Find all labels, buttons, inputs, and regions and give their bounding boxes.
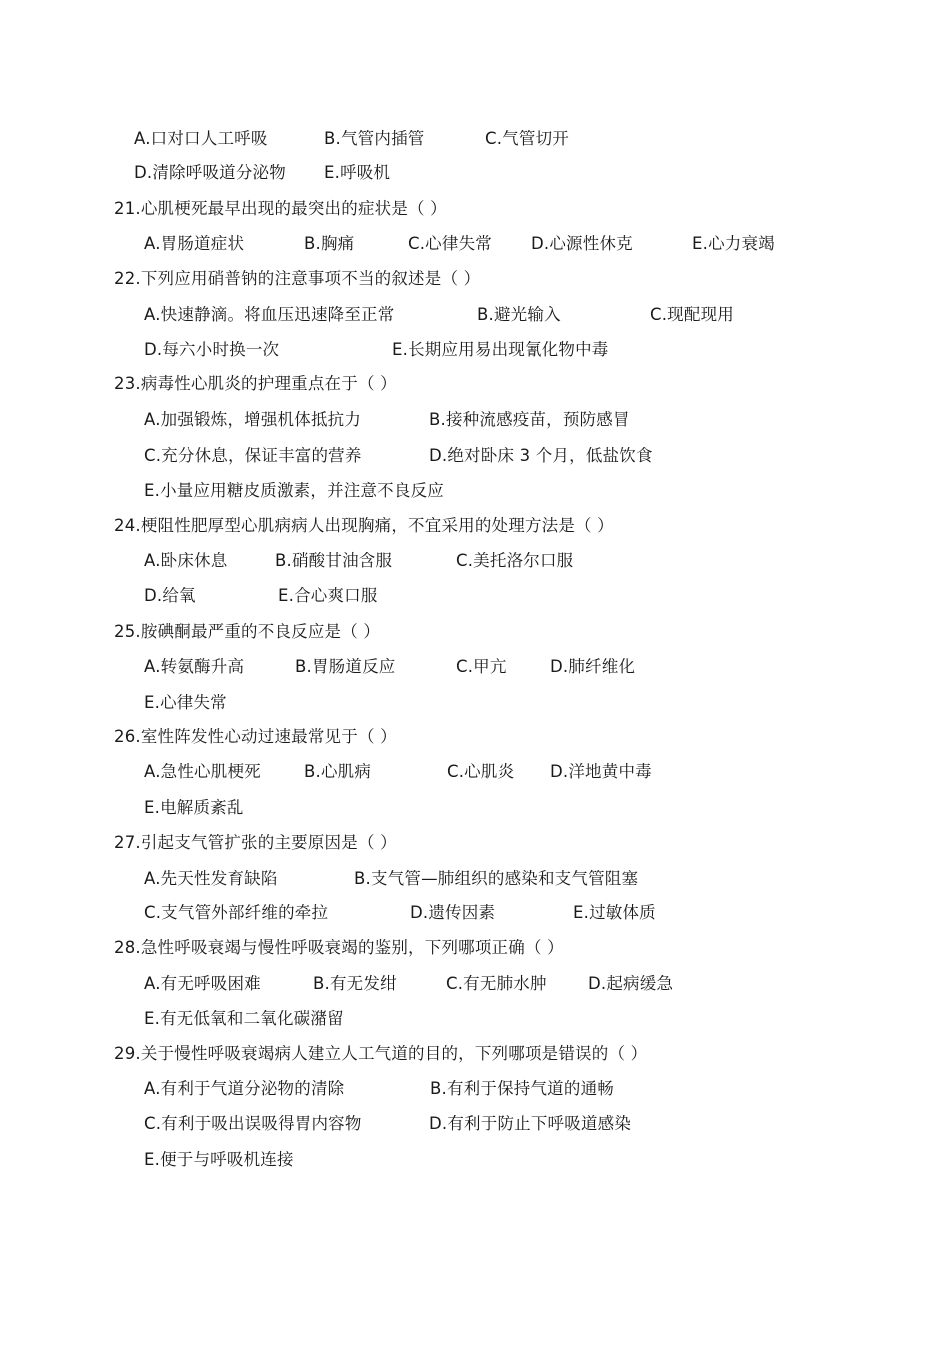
option: D.洋地黄中毒	[550, 762, 652, 781]
option: B.避光输入	[477, 305, 561, 324]
option: E.小量应用糖皮质激素，并注意不良反应	[144, 481, 444, 500]
option-row	[0, 1113, 950, 1135]
option: C.充分休息，保证丰富的营养	[144, 446, 362, 465]
option: D.遗传因素	[410, 903, 496, 922]
option: E.过敏体质	[573, 903, 656, 922]
option-row	[0, 162, 950, 184]
option: D.有利于防止下呼吸道感染	[429, 1114, 632, 1133]
question-stem: 28.急性呼吸衰竭与慢性呼吸衰竭的鉴别，下列哪项正确（ ）	[114, 938, 564, 957]
option-row	[0, 1008, 950, 1030]
option: B.心肌病	[304, 762, 372, 781]
option-row	[0, 973, 950, 995]
option-row	[0, 480, 950, 502]
option-row	[0, 409, 950, 431]
option: E.心律失常	[144, 693, 227, 712]
option-row	[0, 550, 950, 572]
option: C.有利于吸出误吸得胃内容物	[144, 1114, 362, 1133]
option: B.胸痛	[304, 234, 355, 253]
question-stem: 29.关于慢性呼吸衰竭病人建立人工气道的目的，下列哪项是错误的（ ）	[114, 1044, 648, 1063]
option-row	[0, 445, 950, 467]
option: A.转氨酶升高	[144, 657, 245, 676]
option: E.电解质紊乱	[144, 798, 244, 817]
option: A.有利于气道分泌物的清除	[144, 1079, 345, 1098]
question-stem: 21.心肌梗死最早出现的最突出的症状是（ ）	[114, 199, 447, 218]
question-stem: 23.病毒性心肌炎的护理重点在于（ ）	[114, 374, 397, 393]
option: E.有无低氧和二氧化碳潴留	[144, 1009, 344, 1028]
option: B.胃肠道反应	[295, 657, 396, 676]
option-row	[0, 304, 950, 326]
option: C.美托洛尔口服	[456, 551, 574, 570]
option: E.心力衰竭	[692, 234, 775, 253]
option-row	[0, 1078, 950, 1100]
option: D.肺纤维化	[550, 657, 636, 676]
option: C.心律失常	[408, 234, 492, 253]
question-stem: 25.胺碘酮最严重的不良反应是（ ）	[114, 622, 381, 641]
option: D.绝对卧床 3 个月，低盐饮食	[429, 446, 653, 465]
option: A.加强锻炼，增强机体抵抗力	[144, 410, 362, 429]
option: B.支气管—肺组织的感染和支气管阻塞	[354, 869, 639, 888]
option: C.支气管外部纤维的牵拉	[144, 903, 329, 922]
question-stem: 26.室性阵发性心动过速最常见于（ ）	[114, 727, 397, 746]
option-row	[0, 585, 950, 607]
option: A.有无呼吸困难	[144, 974, 261, 993]
option: E.长期应用易出现氰化物中毒	[392, 340, 609, 359]
option: E.便于与呼吸机连接	[144, 1150, 294, 1169]
option: C.气管切开	[485, 129, 569, 148]
option-row	[0, 902, 950, 924]
option: D.起病缓急	[588, 974, 674, 993]
option-row	[0, 339, 950, 361]
option: C.有无肺水肿	[446, 974, 547, 993]
option: A.卧床休息	[144, 551, 228, 570]
option: B.接种流感疫苗，预防感冒	[429, 410, 630, 429]
option: A.先天性发育缺陷	[144, 869, 278, 888]
option: D.每六小时换一次	[144, 340, 280, 359]
option: A.快速静滴。将血压迅速降至正常	[144, 305, 395, 324]
option-row	[0, 1149, 950, 1171]
option-row	[0, 797, 950, 819]
question-stem: 27.引起支气管扩张的主要原因是（ ）	[114, 833, 397, 852]
option: B.有利于保持气道的通畅	[430, 1079, 614, 1098]
option: D.清除呼吸道分泌物	[134, 163, 286, 182]
option-row	[0, 656, 950, 678]
option: C.心肌炎	[447, 762, 515, 781]
option-row	[0, 868, 950, 890]
option: D.心源性休克	[531, 234, 633, 253]
option: A.急性心肌梗死	[144, 762, 261, 781]
question-stem: 22.下列应用硝普钠的注意事项不当的叙述是（ ）	[114, 269, 481, 288]
option: C.现配现用	[650, 305, 734, 324]
option: B.硝酸甘油含服	[275, 551, 393, 570]
option: B.有无发绀	[313, 974, 397, 993]
option-row	[0, 692, 950, 714]
option: A.口对口人工呼吸	[134, 129, 268, 148]
option: A.胃肠道症状	[144, 234, 245, 253]
option: B.气管内插管	[324, 129, 425, 148]
option-row	[0, 761, 950, 783]
option: C.甲亢	[456, 657, 507, 676]
option: D.给氧	[144, 586, 196, 605]
option-row	[0, 233, 950, 255]
option: E.合心爽口服	[278, 586, 378, 605]
option: E.呼吸机	[324, 163, 391, 182]
question-stem: 24.梗阻性肥厚型心肌病病人出现胸痛，不宜采用的处理方法是（ ）	[114, 516, 614, 535]
option-row	[0, 128, 950, 150]
